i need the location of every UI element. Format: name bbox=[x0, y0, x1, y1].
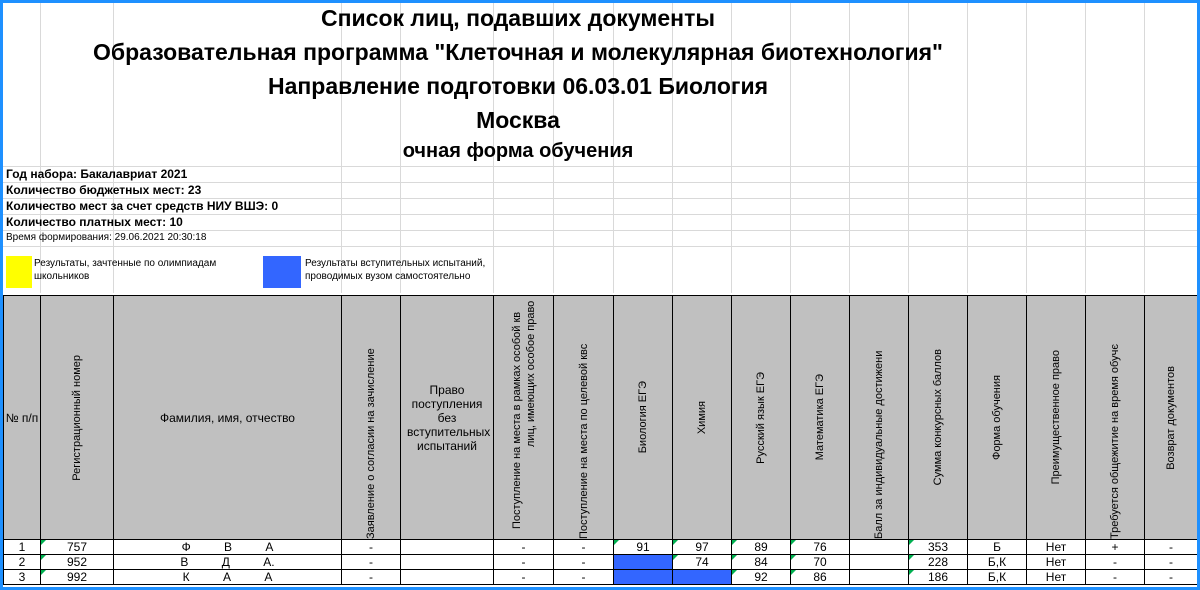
info-time: Время формирования: 29.06.2021 20:30:18 bbox=[6, 232, 207, 243]
col-pref: Преимущественное право bbox=[1027, 296, 1086, 540]
cell-special: - bbox=[494, 540, 554, 555]
col-indiv: Балл за индивидуальные достижени bbox=[850, 296, 909, 540]
cell-form: Б,К bbox=[968, 570, 1027, 585]
cell-right bbox=[401, 540, 494, 555]
cell-reg: 757 bbox=[41, 540, 114, 555]
cell-right bbox=[401, 555, 494, 570]
page-title: Список лиц, подавших документы bbox=[321, 5, 715, 31]
col-reg: Регистрационный номер bbox=[41, 296, 114, 540]
cell-fio: В Д А. bbox=[114, 555, 342, 570]
study-form-title: очная форма обучения bbox=[402, 140, 634, 162]
cell-reg: 992 bbox=[41, 570, 114, 585]
table-header-row bbox=[4, 296, 1198, 540]
cell-chem: 97 bbox=[673, 540, 732, 555]
legend-yellow-swatch bbox=[6, 256, 32, 288]
col-consent: Заявление о согласии на зачисление bbox=[342, 296, 401, 540]
cell-num: 2 bbox=[4, 555, 41, 570]
cell-target: - bbox=[554, 540, 614, 555]
cell-sum: 186 bbox=[909, 570, 968, 585]
cell-sum: 353 bbox=[909, 540, 968, 555]
info-year: Год набора: Бакалавриат 2021 bbox=[6, 167, 188, 181]
col-num: № п/п bbox=[4, 296, 41, 540]
cell-special: - bbox=[494, 555, 554, 570]
col-math: Математика ЕГЭ bbox=[791, 296, 850, 540]
cell-chem bbox=[673, 570, 732, 585]
cell-fio: К А А bbox=[114, 570, 342, 585]
cell-sum: 228 bbox=[909, 555, 968, 570]
legend-blue-text: Результаты вступительных испытаний, проводимых вузом самостоятельно bbox=[305, 258, 486, 282]
cell-rus: 89 bbox=[732, 540, 791, 555]
cell-form: Б,К bbox=[968, 555, 1027, 570]
cell-consent: - bbox=[342, 555, 401, 570]
cell-fio: Ф В А bbox=[114, 540, 342, 555]
col-dorm: Требуется общежитие на время обучє bbox=[1086, 296, 1145, 540]
cell-math: 86 bbox=[791, 570, 850, 585]
cell-return: - bbox=[1145, 555, 1198, 570]
cell-indiv bbox=[850, 570, 909, 585]
cell-math: 70 bbox=[791, 555, 850, 570]
cell-indiv bbox=[850, 540, 909, 555]
info-hse: Количество мест за счет средств НИУ ВШЭ: 0 bbox=[6, 199, 279, 213]
col-chem: Химия bbox=[673, 296, 732, 540]
cell-rus: 84 bbox=[732, 555, 791, 570]
cell-pref: Нет bbox=[1027, 540, 1086, 555]
cell-form: Б bbox=[968, 540, 1027, 555]
cell-math: 76 bbox=[791, 540, 850, 555]
cell-bio bbox=[614, 555, 673, 570]
col-special: Поступление на места в рамках особой кв лиц, имеющих особое право bbox=[494, 296, 554, 540]
cell-indiv bbox=[850, 555, 909, 570]
table-row bbox=[4, 570, 1198, 585]
cell-num: 1 bbox=[4, 540, 41, 555]
cell-dorm: - bbox=[1086, 555, 1145, 570]
col-right: Право поступления без вступительных испытаний bbox=[401, 296, 494, 540]
col-target: Поступление на места по целевой квс bbox=[554, 296, 614, 540]
col-form: Форма обучения bbox=[968, 296, 1027, 540]
table-row bbox=[4, 540, 1198, 555]
cell-pref: Нет bbox=[1027, 555, 1086, 570]
cell-num: 3 bbox=[4, 570, 41, 585]
program-title: Образовательная программа "Клеточная и молекулярная биотехнология" bbox=[93, 39, 943, 65]
direction-title: Направление подготовки 06.03.01 Биология bbox=[267, 73, 769, 99]
col-fio: Фамилия, имя, отчество bbox=[114, 296, 342, 540]
info-budget: Количество бюджетных мест: 23 bbox=[6, 183, 202, 197]
cell-dorm: + bbox=[1086, 540, 1145, 555]
city-title: Москва bbox=[476, 107, 560, 133]
cell-consent: - bbox=[342, 570, 401, 585]
cell-bio bbox=[614, 570, 673, 585]
cell-return: - bbox=[1145, 540, 1198, 555]
table-row bbox=[4, 555, 1198, 570]
cell-rus: 92 bbox=[732, 570, 791, 585]
cell-pref: Нет bbox=[1027, 570, 1086, 585]
cell-right bbox=[401, 570, 494, 585]
cell-dorm: - bbox=[1086, 570, 1145, 585]
cell-chem: 74 bbox=[673, 555, 732, 570]
cell-reg: 952 bbox=[41, 555, 114, 570]
cell-return: - bbox=[1145, 570, 1198, 585]
cell-special: - bbox=[494, 570, 554, 585]
info-paid: Количество платных мест: 10 bbox=[6, 215, 183, 229]
cell-target: - bbox=[554, 570, 614, 585]
legend-blue-swatch bbox=[263, 256, 301, 288]
legend-yellow-text: Результаты, зачтенные по олимпиадам школьников bbox=[34, 258, 217, 282]
applicants-table bbox=[3, 295, 1198, 585]
col-rus: Русский язык ЕГЭ bbox=[732, 296, 791, 540]
cell-consent: - bbox=[342, 540, 401, 555]
col-bio: Биология ЕГЭ bbox=[614, 296, 673, 540]
col-return: Возврат документов bbox=[1145, 296, 1198, 540]
cell-bio: 91 bbox=[614, 540, 673, 555]
cell-target: - bbox=[554, 555, 614, 570]
col-sum: Сумма конкурсных баллов bbox=[909, 296, 968, 540]
